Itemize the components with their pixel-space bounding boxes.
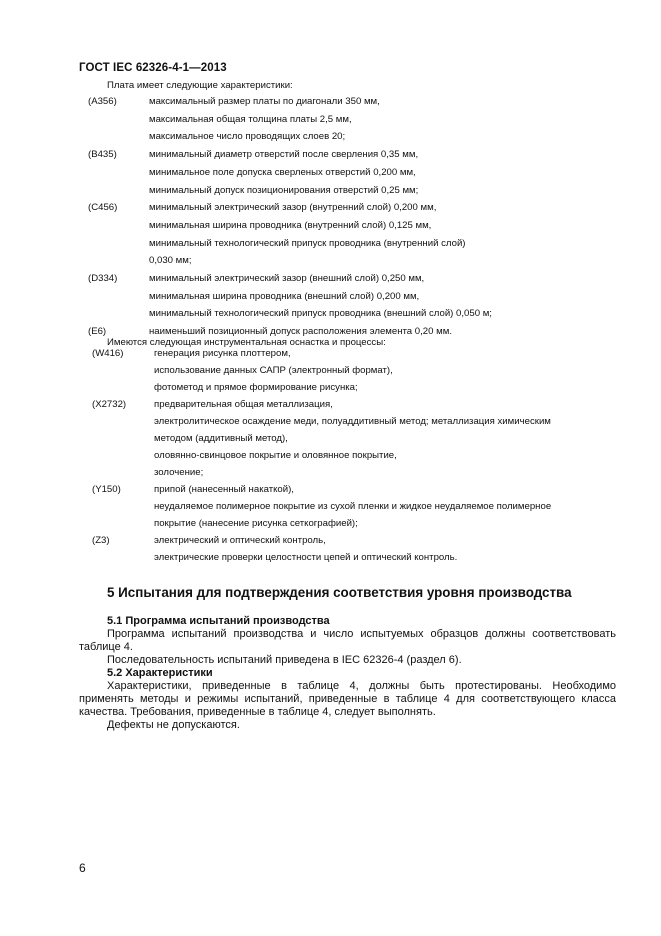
section-5-2-paragraph-line: качества. Требования, приведенные в таблице 4, следует выполнять.	[79, 706, 436, 718]
section-5-1-title: 5.1 Программа испытаний производства	[107, 615, 330, 627]
item-text: минимальная ширина проводника (внутренний слой) 0,125 мм,	[149, 219, 432, 231]
item-text: минимальный технологический припуск проводника (внешний слой) 0,050 м;	[149, 308, 492, 320]
item-text: минимальный допуск позиционирования отверстий 0,25 мм;	[149, 184, 419, 196]
item-text: минимальный технологический припуск проводника (внутренний слой)	[149, 237, 466, 249]
item-text: наименьший позиционный допуск расположения элемента 0,20 мм.	[149, 326, 452, 338]
item-text: генерация рисунка плоттером,	[154, 348, 291, 359]
item-text: электролитическое осаждение меди, полуаддитивный метод; металлизация химическим	[154, 416, 551, 427]
section-5-2-paragraph: Дефекты не допускаются.	[107, 719, 240, 731]
document-header: ГОСТ IEC 62326-4-1—2013	[79, 62, 227, 74]
item-text: методом (аддитивный метод),	[154, 433, 288, 444]
item-text: электрический и оптический контроль,	[154, 535, 326, 546]
item-text: использование данных САПР (электронный формат),	[154, 365, 393, 376]
section-5-2-paragraph-line: Характеристики, приведенные в таблице 4, должны быть протестированы. Необходимо	[107, 680, 616, 692]
page-number: 6	[79, 861, 86, 875]
item-code: (E6)	[88, 326, 107, 338]
item-text: минимальное поле допуска сверленых отверстий 0,200 мм,	[149, 166, 416, 178]
item-text: минимальный электрический зазор (внешний слой) 0,250 мм,	[149, 273, 425, 284]
item-code: (Y150)	[92, 484, 121, 495]
section-5-2-paragraph-line: применять методы и режимы испытаний, приведенные в таблице 4 для соответствующего класса	[79, 693, 616, 705]
item-text: оловянно-свинцовое покрытие и оловянное покрытие,	[154, 450, 397, 461]
item-text: предварительная общая металлизация,	[154, 399, 333, 410]
section-5-2-title: 5.2 Характеристики	[107, 667, 213, 679]
item-text: минимальная ширина проводника (внешний слой) 0,200 мм,	[149, 290, 420, 302]
item-code: (Z3)	[92, 535, 110, 546]
item-text: максимальная общая толщина платы 2,5 мм,	[149, 113, 352, 125]
item-text: максимальный размер платы по диагонали 350 мм,	[149, 96, 380, 107]
item-text: электрические проверки целостности цепей и оптический контроль.	[154, 552, 458, 563]
item-text: максимальное число проводящих слоев 20;	[149, 131, 346, 143]
section-5-title: 5 Испытания для подтверждения соответствия уровня производства	[107, 585, 572, 600]
section-5-1-paragraph-line: таблице 4.	[79, 641, 133, 653]
list-intro: Имеются следующая инструментальная оснастка и процессы:	[107, 337, 386, 348]
item-code: (C456)	[88, 202, 118, 214]
item-code: (A356)	[88, 96, 117, 107]
item-text: фотометод и прямое формирование рисунка;	[154, 382, 358, 393]
item-code: (B435)	[88, 149, 117, 161]
section-5-1-paragraph: Последовательность испытаний приведена в IEC 62326-4 (раздел 6).	[107, 654, 462, 666]
item-text: минимальный диаметр отверстий после сверления 0,35 мм,	[149, 149, 419, 161]
item-text: покрытие (нанесение рисунка сеткографией);	[154, 518, 358, 529]
item-code: (D334)	[88, 273, 118, 284]
list-intro: Плата имеет следующие характеристики:	[107, 80, 293, 91]
item-text: припой (нанесенный накаткой),	[154, 484, 294, 495]
item-text: минимальный электрический зазор (внутренний слой) 0,200 мм,	[149, 202, 437, 214]
item-text: 0,030 мм;	[149, 255, 192, 267]
item-text: золочение;	[154, 467, 204, 478]
item-code: (W416)	[92, 348, 124, 359]
section-5-1-paragraph-line: Программа испытаний производства и число испытуемых образцов должны соответствовать	[107, 628, 616, 640]
item-text: неудаляемое полимерное покрытие из сухой пленки и жидкое неудаляемое полимерное	[154, 501, 552, 512]
item-code: (X2732)	[92, 399, 127, 410]
